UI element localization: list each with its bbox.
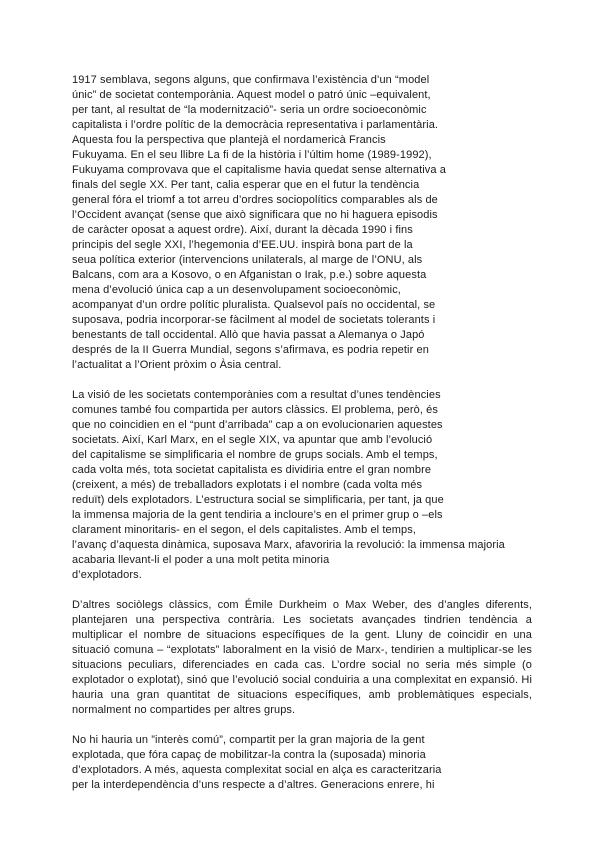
text-line: per tant, al resultat de “la modernització”- seria un ordre socioeconòmic: [72, 104, 427, 116]
text-line: únic” de societat contemporània. Aquest model o patró únic –equivalent,: [72, 89, 431, 101]
body-text: [72, 73, 532, 808]
text-line: de caràcter oposat a aquest ordre). Així, durant la dècada 1990 i fins: [72, 224, 413, 236]
text-line: seua política exterior (intervencions unilaterals, al marge de l’ONU, als: [72, 254, 423, 266]
paragraph-p1: [72, 73, 532, 373]
text-line: l’avanç d’aquesta dinàmica, suposava Marx, afavoriria la revolució: la immensa majoria: [72, 539, 505, 551]
text-line: capitalista i l’ordre polític de la democràcia representativa i parlamentària.: [72, 119, 439, 131]
text-line: societats. Així, Karl Marx, en el segle XIX, va apuntar que amb l’evolució: [72, 434, 433, 446]
text-line: reduït) dels explotadors. L’estructura social se simplificaria, per tant, ja que: [72, 494, 444, 506]
text-line: la immensa majoria de la gent tendiria a incloure’s en el primer grup o –els: [72, 509, 443, 521]
text-line: l’Occident avançat (sense que això significara que no hi haguera episodis: [72, 209, 438, 221]
text-line: multiplicar el nombre de situacions específiques de la gent. Lluny de coincidir en una: [72, 629, 532, 641]
text-line: general fóra el triomf a tot arreu d’ordres sociopolítics comparables als de: [72, 194, 438, 206]
text-line: acompanyat d’un ordre polític pluralista. Qualsevol país no occidental, se: [72, 299, 436, 311]
text-line: plantejaren una perspectiva contrària. Les societats avançades tindrien tendència a: [72, 614, 532, 626]
text-line: del capitalisme se simplificaria el nombre de grups socials. Amb el temps,: [72, 449, 438, 461]
text-line: No hi hauria un ”interès comú”, compartit per la gran majoria de la gent: [72, 734, 425, 746]
text-line: Balcans, com ara a Kosovo, o en Afganistan o Irak, p.e.) sobre aquesta: [72, 269, 427, 281]
text-line: Fukuyama comprovava que el capitalisme havia quedat sense alternativa a: [72, 164, 446, 176]
text-line: situacions peculiars, diferenciades en cada cas. L’ordre social no seria més simple (o: [72, 659, 532, 671]
text-line: acabaria llevant-li el poder a una molt petita minoria: [72, 554, 330, 566]
text-line: suposava, podria incorporar-se fàcilment al model de societats tolerants i: [72, 314, 436, 326]
text-line: benestants de tall occidental. Allò que havia passat a Alemanya o Japó: [72, 329, 425, 341]
text-line: cada volta més, tota societat capitalista es dividiria entre el gran nombre: [72, 464, 432, 476]
paragraph-p4: [72, 733, 532, 793]
text-line: (creixent, a més) de treballadors explotats i el nombre (cada volta més: [72, 479, 423, 491]
text-line: després de la II Guerra Mundial, segons s’afirmava, es podria repetir en: [72, 344, 429, 356]
text-line: comunes també fou compartida per autors clàssics. El problema, però, és: [72, 404, 438, 416]
text-line: finals del segle XX. Per tant, calia esperar que en el futur la tendència: [72, 179, 420, 191]
text-line: normalment no compartides per altres grups.: [72, 704, 296, 716]
text-line: situació comuna – “explotats” laboralment en la visió de Marx-, tendirien a multiplicar-se les: [72, 644, 532, 656]
text-line: que no coincidien en el “punt d’arribada” cap a on evolucionarien aquestes: [72, 419, 443, 431]
text-line: mena d’evolució única cap a un desenvolupament socioeconòmic,: [72, 284, 401, 296]
text-line: explotador o explotat), sinó que l’evolució social conduiria a una complexitat en expansió. Hi: [72, 674, 532, 686]
text-line: hauria una gran quantitat de situacions específiques, amb problemàtiques especials,: [72, 689, 532, 701]
text-line: Fukuyama. En el seu llibre La fi de la història i l’últim home (1989-1992),: [72, 149, 432, 161]
text-line: principis del segle XXI, l’hegemonia d’EE.UU. inspirà bona part de la: [72, 239, 413, 251]
paragraph-p3: [72, 598, 532, 718]
paragraph-p2: [72, 388, 532, 583]
text-line: La visió de les societats contemporànies com a resultat d’unes tendències: [72, 389, 441, 401]
text-line: l’actualitat a l’Orient pròxim o Àsia central.: [72, 359, 282, 371]
text-line: per la interdependència d’uns respecte a d’altres. Generacions enrere, hi: [72, 779, 435, 791]
text-line: d’explotadors. A més, aquesta complexitat social en alça es caracteritzaria: [72, 764, 442, 776]
text-line: D’altres sociòlegs clàssics, com Émile Durkheim o Max Weber, des d’angles diferents,: [72, 599, 532, 611]
text-line: explotada, que fóra capaç de mobilitzar-la contra la (suposada) minoria: [72, 749, 426, 761]
text-line: Aquesta fou la perspectiva que plantejà el nordamericà Francis: [72, 134, 386, 146]
text-line: d’explotadors.: [72, 569, 142, 581]
text-line: 1917 semblava, segons alguns, que confirmava l’existència d’un “model: [72, 74, 430, 86]
text-line: clarament minoritaris- en el segon, el dels capitalistes. Amb el temps,: [72, 524, 416, 536]
